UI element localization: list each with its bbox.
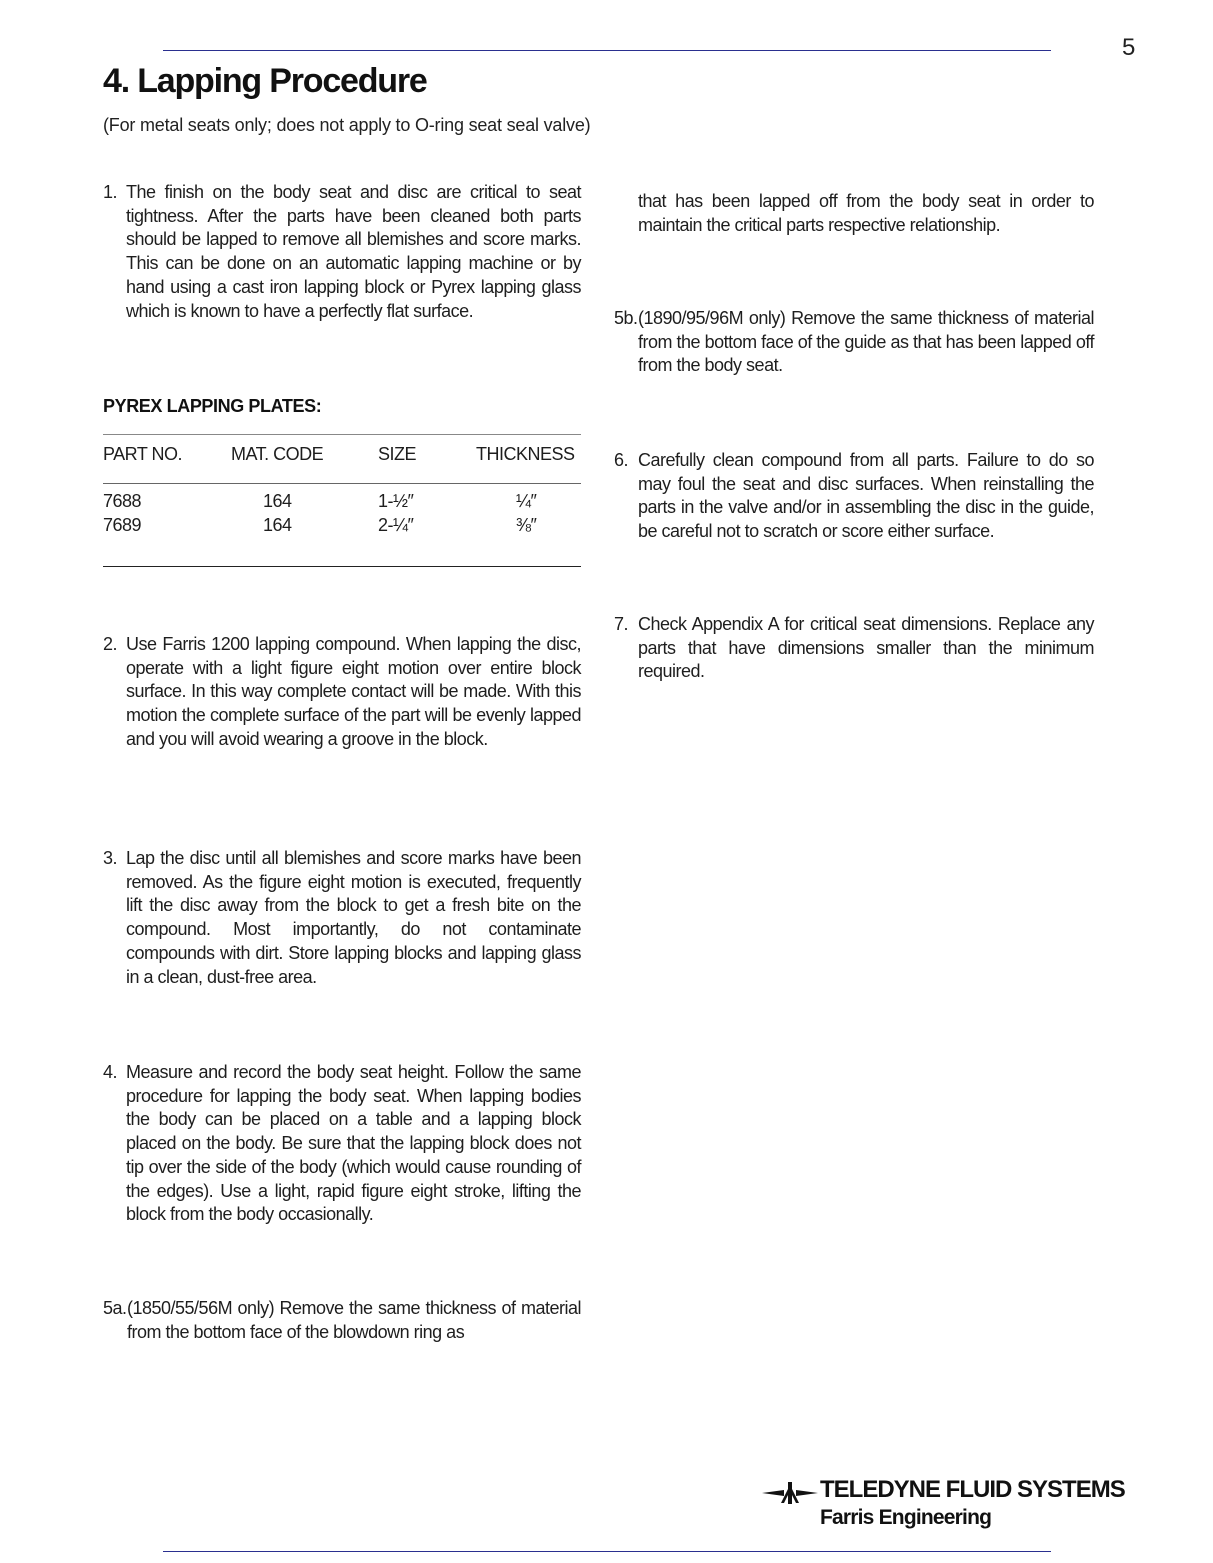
- step-text: Measure and record the body seat height. Follow the same procedure for lapping the body seat. When lapping bodies the body can be placed on a table and a lapping block placed on the body. Be sure that the lapping block does not tip over the side of the body (which would cause rounding of the edges). Use a light, rapid figure eight stroke, lifting the block from the body occasionally.: [126, 1062, 581, 1225]
- step-7: [614, 613, 1094, 684]
- table-cell-mat-code: 164: [263, 491, 292, 511]
- step-number: 6.: [614, 450, 629, 470]
- table-cell-size: 2-¼″: [378, 515, 414, 535]
- step-text: that has been lapped off from the body seat in order to maintain the critical parts respective relationship.: [638, 191, 1094, 235]
- step-text: (1890/95/96M only) Remove the same thickness of material from the bottom face of the guide as that has been lapped off from the body seat.: [638, 308, 1094, 376]
- table-rule-bottom: [103, 566, 581, 567]
- step-1: [103, 181, 581, 323]
- step-number: 2.: [103, 634, 118, 654]
- step-number: 7.: [614, 614, 629, 634]
- step-number: 1.: [103, 182, 118, 202]
- page-title: 4. Lapping Procedure: [103, 62, 427, 100]
- division-name: Farris Engineering: [820, 1506, 992, 1529]
- table-cell-thickness: ⅜″: [516, 515, 537, 535]
- step-3: [103, 847, 581, 989]
- table-heading: PYREX LAPPING PLATES:: [103, 396, 322, 416]
- page-number: 5: [1122, 34, 1136, 61]
- table-header-size: SIZE: [378, 444, 417, 464]
- step-text: Check Appendix A for critical seat dimensions. Replace any parts that have dimensions smaller than the minimum required.: [638, 614, 1094, 682]
- step-number: 5a.: [103, 1298, 127, 1318]
- company-name: TELEDYNE FLUID SYSTEMS: [820, 1476, 1125, 1503]
- page-subtitle: (For metal seats only; does not apply to O-ring seat seal valve): [103, 115, 591, 135]
- step-text: The finish on the body seat and disc are critical to seat tightness. After the parts have been cleaned both parts should be lapped to remove all blemishes and score marks. This can be done on an automatic lapping machine or by hand using a cast iron lapping block or Pyrex lapping glass which is known to have a perfectly flat surface.: [126, 182, 581, 321]
- table-rule-top: [103, 434, 581, 435]
- step-5b: [614, 307, 1094, 378]
- step-6: [614, 449, 1094, 544]
- table-header-part-no: PART NO.: [103, 444, 183, 464]
- step-5a-continued: [614, 190, 1094, 237]
- step-text: (1850/55/56M only) Remove the same thickness of material from the bottom face of the blowdown ring as: [127, 1298, 581, 1342]
- step-number: 4.: [103, 1062, 118, 1082]
- step-text: Lap the disc until all blemishes and score marks have been removed. As the figure eight motion is executed, frequently lift the disc away from the block to get a fresh bite on the compound. Most importantly, do not contaminate compounds with dirt. Store lapping blocks and lapping glass in a clean, dust-free area.: [126, 848, 581, 987]
- table-cell-part-no: 7689: [103, 515, 142, 535]
- step-number: 5b.: [614, 308, 638, 328]
- footer-rule: [163, 1551, 1051, 1552]
- step-4: [103, 1061, 581, 1227]
- header-rule: [163, 50, 1051, 51]
- footer-brand: [762, 1476, 1152, 1536]
- teledyne-logo-icon: [762, 1481, 818, 1505]
- step-number: 3.: [103, 848, 118, 868]
- table-header-mat-code: MAT. CODE: [231, 444, 324, 464]
- table-cell-part-no: 7688: [103, 491, 142, 511]
- step-5a: [103, 1297, 581, 1344]
- table-cell-size: 1-½″: [378, 491, 414, 511]
- table-rule-mid: [103, 483, 581, 484]
- table-cell-thickness: ¼″: [516, 491, 537, 511]
- table-cell-mat-code: 164: [263, 515, 292, 535]
- table-header-thickness: THICKNESS: [476, 444, 575, 464]
- step-text: Use Farris 1200 lapping compound. When lapping the disc, operate with a light figure eight motion over entire block surface. In this way complete contact will be made. With this motion the complete surface of the part will be evenly lapped and you will avoid wearing a groove in the block.: [126, 634, 581, 749]
- step-text: Carefully clean compound from all parts. Failure to do so may foul the seat and disc surfaces. When reinstalling the parts in the valve and/or in assembling the disc in the guide, be careful not to scratch or score either surface.: [638, 450, 1094, 542]
- step-2: [103, 633, 581, 752]
